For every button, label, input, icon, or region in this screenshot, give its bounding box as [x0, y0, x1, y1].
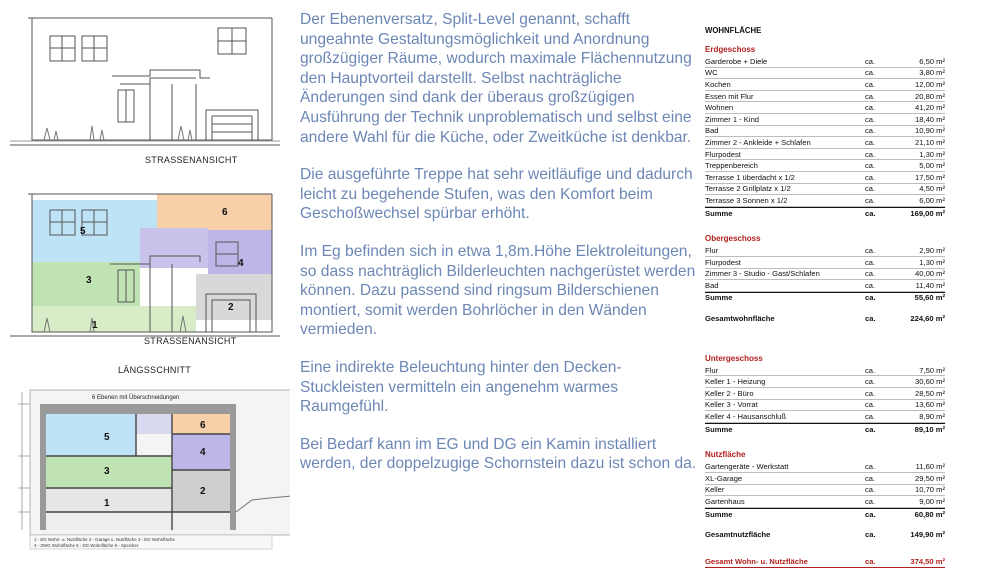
table-row: [705, 137, 945, 149]
elevation-drawing-plain: [10, 18, 280, 145]
row-label: Essen mit Flur: [705, 91, 754, 101]
section-subtitle: 6 Ebenen mit Überschneidungen: [92, 395, 180, 401]
section-label-4: 4: [200, 447, 206, 458]
table-row: [705, 269, 945, 281]
sum-row-untergeschoss: [705, 423, 945, 435]
ca-label: ca.: [865, 269, 876, 279]
ca-label: ca.: [865, 485, 876, 495]
row-label: Kochen: [705, 79, 731, 89]
ca-label: ca.: [865, 103, 876, 113]
ca-label: ca.: [865, 497, 876, 507]
table-row: [705, 184, 945, 196]
sum-row-obergeschoss: [705, 292, 945, 304]
drawings-column: [0, 0, 290, 556]
row-value: 8,90 m²: [919, 412, 945, 422]
section-legend-line-1: 1 - EG Wohn- u. Nutzfläche 2 - Garage u. Nutzfläche 3 - EG Wohnfläche: [34, 537, 175, 542]
description-text: [300, 10, 700, 492]
ca-label: ca.: [865, 280, 876, 290]
zone-label-4: 4: [238, 258, 244, 269]
section-head-untergeschoss: Untergeschoss: [705, 353, 763, 363]
row-label: Zimmer 2 - Ankleide + Schlafen: [705, 137, 811, 147]
ca-label: ca.: [865, 556, 876, 566]
ca-label: ca.: [865, 377, 876, 387]
row-value: 12,00 m²: [915, 79, 945, 89]
row-label: XL-Garage: [705, 473, 743, 483]
section-label-5: 5: [104, 432, 110, 443]
row-value: 28,50 m²: [915, 388, 945, 398]
table-row: [705, 388, 945, 400]
section-caption: LÄNGSSCHNITT: [118, 365, 192, 375]
row-value: 6,50 m²: [919, 56, 945, 66]
row-value: 11,40 m²: [915, 280, 945, 290]
table-row: [705, 376, 945, 388]
table-row: [705, 79, 945, 91]
row-value: 3,80 m²: [919, 68, 945, 78]
row-value: 1,30 m²: [919, 257, 945, 267]
row-label: Bad: [705, 126, 719, 136]
row-value: 30,60 m²: [915, 377, 945, 387]
row-label: Keller 1 - Heizung: [705, 377, 766, 387]
table-row: [705, 68, 945, 80]
grand-total-row: [705, 556, 945, 568]
table-row: [705, 496, 945, 508]
total-value: 224,60 m²: [910, 314, 945, 324]
table-row: [705, 126, 945, 138]
row-value: 6,00 m²: [919, 195, 945, 205]
table-row: [705, 56, 945, 68]
table-row: [705, 400, 945, 412]
zone-1-fill: [32, 306, 196, 332]
section-label-1: 1: [104, 498, 110, 509]
section-head-obergeschoss: Obergeschoss: [705, 234, 761, 244]
row-label: Bad: [705, 280, 719, 290]
section-head-nutzflaeche: Nutzfläche: [705, 450, 746, 460]
drawings-svg: [0, 0, 290, 556]
row-label: Wohnen: [705, 103, 734, 113]
ca-label: ca.: [865, 172, 876, 182]
row-label: Garderobe + Diele: [705, 56, 768, 66]
row-label: Flurpodest: [705, 149, 741, 159]
zone-label-5: 5: [80, 226, 86, 237]
ca-label: ca.: [865, 388, 876, 398]
description-paragraph-3: Im Eg befinden sich in etwa 1,8m.Höhe Elektroleitungen, so dass nachträglich Bilderleuchten nachgerüstet werden können. Dazu passend sind ringsum Bilderschienen montiert, somit werden Bohrlöcher in den Wänden vermieden.: [300, 242, 696, 339]
row-label: Terrasse 1 überdacht x 1/2: [705, 172, 795, 182]
row-value: 29,50 m²: [915, 473, 945, 483]
elevation-caption: STRASSENANSICHT: [145, 155, 238, 165]
row-label: Keller 2 - Büro: [705, 388, 754, 398]
row-label: Flurpodest: [705, 257, 741, 267]
sum-value: 55,60 m²: [914, 293, 945, 303]
row-label: Keller: [705, 485, 725, 495]
sum-label: Summe: [705, 293, 733, 303]
row-label: Flur: [705, 246, 719, 256]
ca-label: ca.: [865, 195, 876, 205]
row-label: Terrasse 2 Grillplatz x 1/2: [705, 184, 791, 194]
ca-label: ca.: [865, 462, 876, 472]
ca-label: ca.: [865, 257, 876, 267]
ca-label: ca.: [865, 365, 876, 375]
row-label: Treppenbereich: [705, 161, 758, 171]
ca-label: ca.: [865, 114, 876, 124]
ca-label: ca.: [865, 126, 876, 136]
zone-6-fill: [157, 194, 272, 230]
zone-label-3: 3: [86, 275, 92, 286]
table-row: [705, 257, 945, 269]
ca-label: ca.: [865, 208, 876, 218]
table-row: [705, 102, 945, 114]
sum-value: 60,80 m²: [914, 509, 945, 519]
row-value: 4,50 m²: [919, 184, 945, 194]
sum-row-nutzflaeche: [705, 508, 945, 520]
table-row: [705, 485, 945, 497]
section-legend-line-2: 4 - ZWG Wohnfläche 5 - DG Wohnfläche 6 - Speicher: [34, 543, 139, 548]
ca-label: ca.: [865, 149, 876, 159]
table-row: [705, 91, 945, 103]
row-label: Keller 3 - Vorrat: [705, 400, 758, 410]
table-row: [705, 473, 945, 485]
row-value: 41,20 m²: [915, 103, 945, 113]
row-value: 10,70 m²: [915, 485, 945, 495]
ca-label: ca.: [865, 184, 876, 194]
row-label: Flur: [705, 365, 719, 375]
table-row: [705, 280, 945, 292]
row-value: 17,50 m²: [915, 172, 945, 182]
row-label: Gartengeräte - Werkstatt: [705, 462, 789, 472]
sum-label: Summe: [705, 424, 733, 434]
colored-elevation-caption: STRASSENANSICHT: [144, 336, 237, 346]
row-label: WC: [705, 68, 718, 78]
rows-erdgeschoss: [705, 56, 945, 207]
row-value: 13,60 m²: [915, 400, 945, 410]
row-value: 40,00 m²: [915, 269, 945, 279]
ca-label: ca.: [865, 424, 876, 434]
row-value: 10,90 m²: [915, 126, 945, 136]
description-paragraph-5: Bei Bedarf kann im EG und DG ein Kamin installiert werden, der doppelzugige Schornstein dazu ist schon da.: [300, 435, 697, 473]
area-title: WOHNFLÄCHE: [705, 26, 762, 35]
row-value: 7,50 m²: [919, 365, 945, 375]
table-row: [705, 172, 945, 184]
zone-2-fill: [196, 274, 272, 320]
table-row: [705, 195, 945, 207]
ca-label: ca.: [865, 246, 876, 256]
table-row: [705, 411, 945, 423]
rows-untergeschoss: [705, 365, 945, 423]
table-row: [705, 365, 945, 377]
description-paragraph-1: Der Ebenenversatz, Split-Level genannt, schafft ungeahnte Gestaltungsmöglichkeit und Anordnung großzügiger Räume, wodurch maximale Flächennutzung den Hauptvorteil darstellt. Selbst nachträgliche Änderungen sind dank der überaus großzügigen Ausführung der Technik unproblematisch und selbst eine andere Wahl für die Küche, oder Zweitküche ist denkbar.: [300, 11, 692, 146]
grand-total-value: 374,50 m²: [910, 556, 945, 566]
section-label-6: 6: [200, 420, 206, 431]
row-value: 2,90 m²: [919, 246, 945, 256]
ca-label: ca.: [865, 509, 876, 519]
total-row-nutzflaeche: [705, 529, 945, 540]
row-value: 9,00 m²: [919, 497, 945, 507]
total-value: 149,90 m²: [910, 530, 945, 540]
table-row: [705, 149, 945, 161]
ca-label: ca.: [865, 56, 876, 66]
section-label-2: 2: [200, 486, 206, 497]
sum-value: 169,00 m²: [910, 208, 945, 218]
description-paragraph-2: Die ausgeführte Treppe hat sehr weitläufige und dadurch leicht zu begehende Stufen, was den Komfort beim Geschoßwechsel spürbar erhöht.: [300, 166, 693, 223]
table-row: [705, 245, 945, 257]
row-label: Zimmer 1 - Kind: [705, 114, 760, 124]
ca-label: ca.: [865, 400, 876, 410]
rows-obergeschoss: [705, 245, 945, 291]
sum-label: Summe: [705, 208, 733, 218]
table-row: [705, 160, 945, 172]
row-value: 5,00 m²: [919, 161, 945, 171]
section-head-erdgeschoss: Erdgeschoss: [705, 45, 756, 54]
row-value: 1,30 m²: [919, 149, 945, 159]
section-drawing: [18, 390, 290, 549]
ca-label: ca.: [865, 137, 876, 147]
ca-label: ca.: [865, 473, 876, 483]
sum-value: 89,10 m²: [914, 424, 945, 434]
total-label: Gesamtwohnfläche: [705, 314, 775, 324]
row-label: Keller 4 - Hausanschluß: [705, 412, 787, 422]
row-value: 20,80 m²: [915, 91, 945, 101]
ca-label: ca.: [865, 293, 876, 303]
zone-label-1: 1: [92, 320, 98, 331]
elevation-zones: [32, 194, 272, 332]
rows-nutzflaeche: [705, 461, 945, 507]
total-row-wohnflaeche: [705, 313, 945, 324]
table-row: [705, 114, 945, 126]
row-value: 11,60 m²: [915, 462, 945, 472]
row-value: 18,40 m²: [915, 114, 945, 124]
sum-label: Summe: [705, 509, 733, 519]
row-label: Terrasse 3 Sonnen x 1/2: [705, 195, 788, 205]
ca-label: ca.: [865, 91, 876, 101]
zone-label-6: 6: [222, 207, 228, 218]
description-paragraph-4: Eine indirekte Beleuchtung hinter den Decken-Stuckleisten vermitteln ein angenehm warmes Raumgefühl.: [300, 358, 622, 416]
ca-label: ca.: [865, 79, 876, 89]
table-row: [705, 461, 945, 473]
sum-row-erdgeschoss: [705, 207, 945, 219]
zone-label-2: 2: [228, 302, 234, 313]
area-table: [705, 26, 945, 568]
ca-label: ca.: [865, 68, 876, 78]
grand-total-label: Gesamt Wohn- u. Nutzfläche: [705, 556, 808, 566]
ca-label: ca.: [865, 530, 876, 540]
section-label-3: 3: [104, 466, 110, 477]
row-value: 21,10 m²: [915, 137, 945, 147]
ca-label: ca.: [865, 314, 876, 324]
ca-label: ca.: [865, 412, 876, 422]
row-label: Gartenhaus: [705, 497, 745, 507]
ca-label: ca.: [865, 161, 876, 171]
total-label: Gesamtnutzfläche: [705, 530, 771, 540]
row-label: Zimmer 3 - Studio - Gast/Schlafen: [705, 269, 820, 279]
